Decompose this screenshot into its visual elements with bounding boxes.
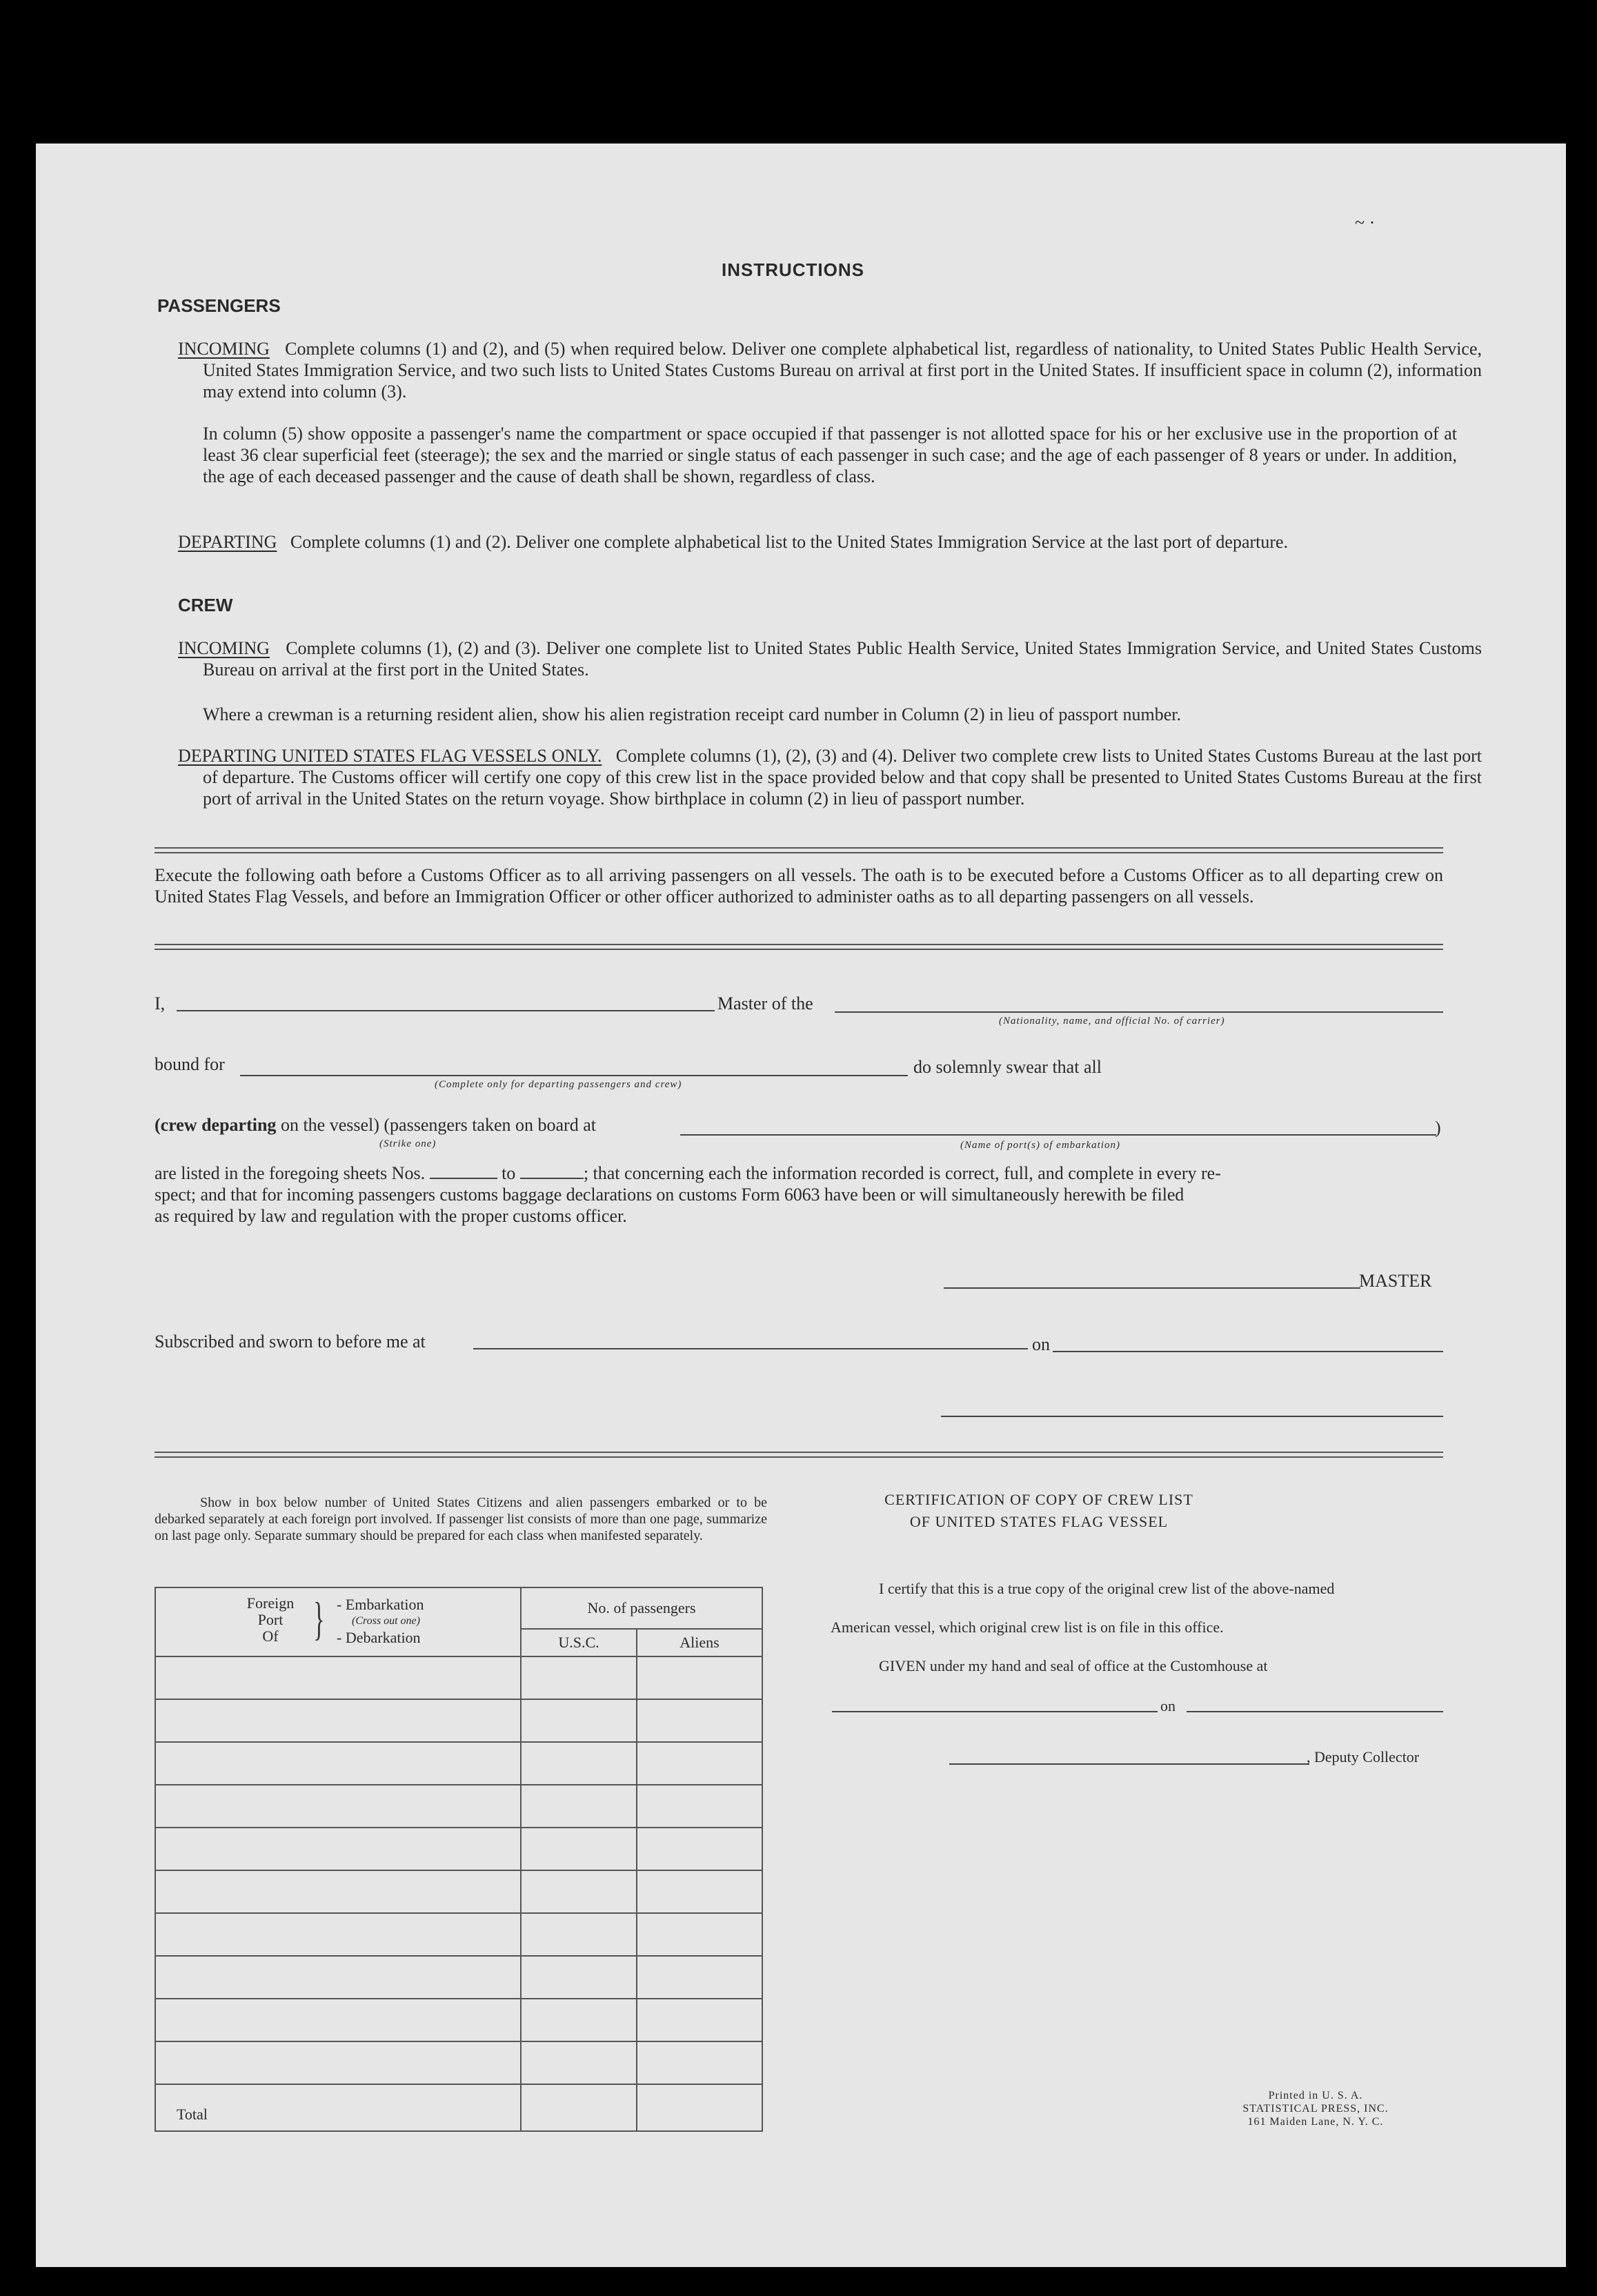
oath-i-label: I, [155, 993, 166, 1013]
aliens-cell[interactable] [637, 2041, 762, 2084]
total-usc-cell[interactable] [521, 2084, 637, 2131]
given-line: GIVEN under my hand and seal of office at the Customhouse at [879, 1657, 1268, 1674]
subscribed-place-line[interactable] [473, 1348, 1028, 1349]
master-of-label: Master of the [717, 993, 813, 1013]
port-cell[interactable] [155, 1785, 521, 1828]
printer-imprint [1202, 2089, 1429, 2128]
certify-line-2: American vessel, which original crew list is on file in this office. [831, 1619, 1224, 1636]
subscribed-on-label: on [1032, 1334, 1050, 1354]
sheets-line-2: spect; and that for incoming passengers customs baggage declarations on customs Form 6063 have been or will simultaneously herewith be filed [155, 1185, 1184, 1205]
crew-incoming-text: Complete columns (1), (2) and (3). Deliver one complete list to United States Public Health Service, United States Immigration Service, and United States Customs Bureau on arrival at the first port in the United States. [203, 638, 1482, 680]
usc-cell[interactable] [521, 1828, 637, 1870]
passengers-incoming-text: Complete columns (1) and (2), and (5) when required below. Deliver one complete alphabetical list, regardless of nationality, to United States Public Health Service, United States Immigration Service, and two such lists to United States Customs Bureau on arrival at first port in the United States. If insufficient space in column (2), information may extend into column (3). [203, 339, 1482, 402]
port-cell[interactable] [155, 2041, 521, 2084]
divider-3 [155, 1452, 1443, 1458]
crew-resident-paragraph: Where a crewman is a returning resident alien, show his alien registration receipt card number in Column (2) in lieu of passport number. [203, 704, 1182, 724]
column5-paragraph: In column (5) show opposite a passenger's name the compartment or space occupied if that passenger is not allotted space for his or her exclusive use in the proportion of at least 36 clear superficial feet (steerage); the sex and the married or single status of each passenger in such case; and the age of each passenger of 8 years or under. In addition, the age of each deceased passenger and the cause of death shall be shown, regardless of class. [203, 424, 1457, 486]
bound-for-line[interactable] [240, 1075, 908, 1076]
passengers-incoming-paragraph [178, 338, 1482, 402]
crew-incoming-paragraph [178, 637, 1482, 680]
port-cell[interactable] [155, 1870, 521, 1913]
crew-flag-text: Complete columns (1), (2), (3) and (4). Deliver two complete crew lists to United States Customs Bureau at the last port of departure. The Customs officer will certify one copy of this crew list in the space provided below and that copy shall be presented to United States Customs Bureau at the first port of arrival in the United States on the return voyage. Show birthplace in column (2) in lieu of passport number. [203, 746, 1482, 809]
aliens-cell[interactable] [637, 1828, 762, 1870]
crew-flag-paragraph [178, 745, 1482, 809]
port-header-cell [155, 1587, 521, 1656]
port-caption: (Name of port(s) of embarkation) [960, 1140, 1120, 1151]
sheets-text-1: ; that concerning each the information recorded is correct, full, and complete in every re- [583, 1163, 1221, 1183]
crew-flag-label: DEPARTING UNITED STATES FLAG VESSELS ONLY. [178, 746, 602, 766]
printer-line-1: Printed in U. S. A. [1268, 2090, 1363, 2101]
aliens-cell[interactable] [637, 1656, 762, 1699]
usc-cell[interactable] [521, 1656, 637, 1699]
port-cell[interactable] [155, 1999, 521, 2041]
passengers-departing-text: Complete columns (1) and (2). Deliver one complete alphabetical list to the United States Immigration Service at the last port of departure. [290, 532, 1289, 552]
form-page [36, 144, 1566, 2267]
debarkation-label: - Debarkation [337, 1629, 421, 1646]
sheets-line-3: as required by law and regulation with the proper customs officer. [155, 1206, 627, 1226]
passengers-incoming-label: INCOMING [178, 339, 270, 359]
close-paren: ) [1435, 1118, 1441, 1138]
nationality-caption: (Nationality, name, and official No. of carrier) [999, 1016, 1225, 1027]
usc-cell[interactable] [521, 1999, 637, 2041]
officer-signature-line[interactable] [941, 1416, 1443, 1417]
on-vessel-label: on the vessel) (passengers taken on board at [280, 1115, 596, 1135]
crew-departing-text [155, 1115, 596, 1136]
port-cell[interactable] [155, 1656, 521, 1699]
usc-cell[interactable] [521, 1956, 637, 1999]
aliens-cell[interactable] [637, 1742, 762, 1785]
bound-for-caption: (Complete only for departing passengers and crew) [435, 1079, 682, 1090]
crew-incoming-label: INCOMING [178, 638, 270, 658]
swear-label: do solemnly swear that all [913, 1057, 1102, 1077]
certification-title-2: OF UNITED STATES FLAG VESSEL [909, 1513, 1169, 1530]
port-cell[interactable] [155, 1956, 521, 1999]
total-label-cell [155, 2084, 521, 2131]
certification-on-label: on [1160, 1697, 1176, 1714]
total-label: Total [177, 2106, 208, 2123]
usc-cell[interactable] [521, 1870, 637, 1913]
bound-for-label: bound for [155, 1054, 225, 1074]
usc-cell[interactable] [521, 1742, 637, 1785]
subscribed-label: Subscribed and sworn to before me at [155, 1332, 426, 1352]
crew-heading: CREW [178, 595, 233, 615]
master-label: MASTER [1359, 1271, 1432, 1291]
usc-cell[interactable] [521, 1785, 637, 1828]
sheets-to-blank[interactable] [520, 1164, 584, 1179]
usc-cell[interactable] [521, 1913, 637, 1956]
port-cell[interactable] [155, 1742, 521, 1785]
crew-departing-label: (crew departing [155, 1115, 277, 1135]
sheets-line-1 [155, 1163, 1443, 1184]
deputy-collector-label: , Deputy Collector [1307, 1748, 1420, 1765]
embarkation-port-line[interactable] [680, 1134, 1436, 1136]
aliens-cell[interactable] [637, 1956, 762, 1999]
port-cell[interactable] [155, 1913, 521, 1956]
aliens-cell[interactable] [637, 1870, 762, 1913]
certification-date-line[interactable] [1187, 1711, 1443, 1712]
oath-instruction: Execute the following oath before a Customs Officer as to all arriving passengers on all vessels. The oath is to be executed before a Customs Officer as to all departing crew on United States Flag Vessels, and before an Immigration Officer or other officer authorized to administer oaths as to all departing passengers on all vessels. [155, 865, 1443, 907]
master-signature-line[interactable] [944, 1287, 1360, 1289]
brace-icon: } [313, 1592, 325, 1645]
divider-2 [155, 944, 1443, 950]
printer-line-2: STATISTICAL PRESS, INC. [1242, 2103, 1389, 2115]
foreign-label: Foreign [246, 1594, 295, 1612]
passenger-summary-table [155, 1587, 763, 2132]
passengers-heading: PASSENGERS [157, 295, 281, 316]
aliens-cell[interactable] [637, 1913, 762, 1956]
to-label: to [502, 1163, 516, 1183]
page-title: INSTRUCTIONS [722, 259, 864, 280]
aliens-cell[interactable] [637, 1699, 762, 1742]
deputy-signature-line[interactable] [949, 1763, 1309, 1765]
summary-instruction: Show in box below number of United States Citizens and alien passengers embarked or to be debarked separately at each foreign port involved. If passenger list consists of more than one page, summarize on last page only. Separate summary should be prepared for each class when manifested separately. [155, 1495, 767, 1543]
usc-header: U.S.C. [521, 1629, 637, 1656]
port-cell[interactable] [155, 1699, 521, 1742]
master-name-line[interactable] [177, 1010, 715, 1011]
port-cell[interactable] [155, 1828, 521, 1870]
divider-1 [155, 847, 1443, 853]
passengers-departing-paragraph [178, 531, 1482, 553]
sheets-from-blank[interactable] [430, 1164, 497, 1179]
carrier-line[interactable] [835, 1011, 1443, 1013]
of-label: Of [262, 1627, 279, 1645]
total-aliens-cell[interactable] [637, 2084, 762, 2131]
port-label: Port [257, 1611, 284, 1628]
aliens-cell[interactable] [637, 1999, 762, 2041]
customhouse-line[interactable] [832, 1711, 1158, 1712]
printer-line-3: 161 Maiden Lane, N. Y. C. [1247, 2116, 1384, 2128]
corner-mark: ~ · [1355, 212, 1376, 232]
strike-caption: (Strike one) [379, 1138, 437, 1149]
certify-line-1: I certify that this is a true copy of the original crew list of the above-named [879, 1580, 1335, 1597]
no-of-passengers-header: No. of passengers [521, 1587, 762, 1629]
aliens-cell[interactable] [637, 1785, 762, 1828]
passengers-departing-label: DEPARTING [178, 532, 277, 552]
certification-title-1: CERTIFICATION OF COPY OF CREW LIST [884, 1491, 1193, 1508]
aliens-header: Aliens [637, 1629, 762, 1656]
cross-out-label: (Cross out one) [352, 1615, 420, 1627]
usc-cell[interactable] [521, 2041, 637, 2084]
sheets-label: are listed in the foregoing sheets Nos. [155, 1163, 426, 1183]
certification-title [866, 1489, 1211, 1533]
subscribed-date-line[interactable] [1053, 1351, 1443, 1352]
usc-cell[interactable] [521, 1699, 637, 1742]
embarkation-label: - Embarkation [337, 1596, 424, 1613]
